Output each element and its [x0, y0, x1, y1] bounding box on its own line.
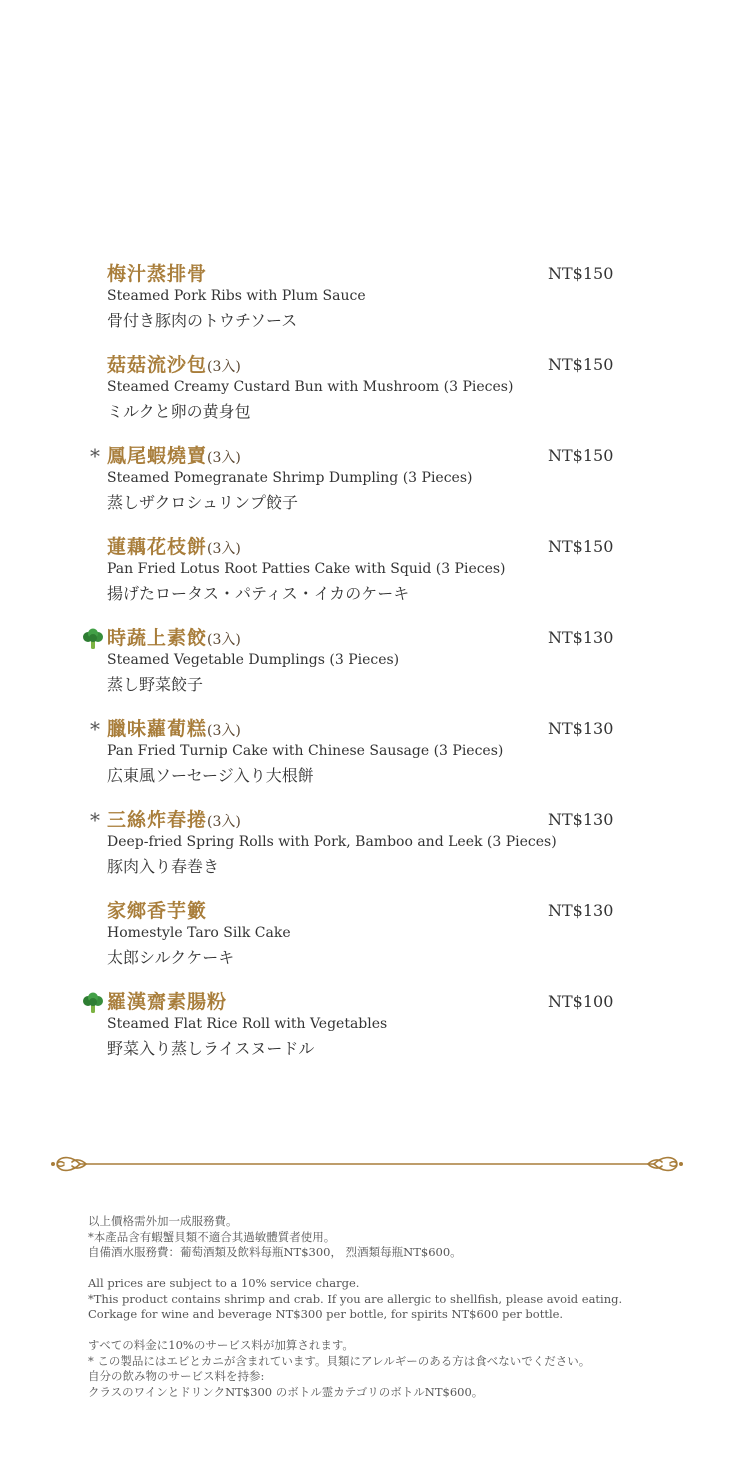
dish-price: NT$150 — [548, 537, 614, 556]
dish-name-en: Deep-fried Spring Rolls with Pork, Bamboo and Leek (3 Pieces) — [107, 834, 557, 850]
note-jp-service-charge: すべての料金に10%のサービス料が加算されます。 — [88, 1338, 354, 1352]
menu-item — [0, 806, 730, 896]
dish-name-jp: 蒸しザクロシュリンプ餃子 — [107, 493, 299, 512]
allergen-mark: * — [90, 717, 100, 741]
ornamental-divider — [50, 1150, 684, 1178]
dish-price: NT$130 — [548, 628, 614, 647]
dish-price: NT$150 — [548, 355, 614, 374]
allergen-mark: * — [90, 444, 100, 468]
dish-name-en: Homestyle Taro Silk Cake — [107, 925, 291, 941]
dish-name-zh: 家鄉香芋籔 — [107, 900, 208, 922]
dish-name-zh: 梅汁蒸排骨 — [107, 263, 208, 285]
dish-name-en: Pan Fried Lotus Root Patties Cake with Squid (3 Pieces) — [107, 561, 506, 577]
dish-name-zh: 臘味蘿蔔糕 — [107, 718, 208, 740]
dish-name-en: Steamed Vegetable Dumplings (3 Pieces) — [107, 652, 400, 668]
dish-name-zh: 時蔬上素餃 — [107, 627, 208, 649]
note-zh-service-charge: 以上價格需外加一成服務費。 — [88, 1214, 238, 1228]
note-en-allergen: *This product contains shrimp and crab. If you are allergic to shellfish, please avoid eating. — [88, 1291, 623, 1306]
dish-quantity: (3入) — [207, 541, 241, 557]
dish-quantity: (3入) — [207, 359, 241, 375]
dish-price: NT$150 — [548, 446, 614, 465]
dish-name-en: Steamed Pomegranate Shrimp Dumpling (3 Pieces) — [107, 470, 473, 486]
menu-item — [0, 715, 730, 805]
dish-quantity: (3入) — [207, 723, 241, 739]
dish-name-en: Steamed Flat Rice Roll with Vegetables — [107, 1016, 388, 1032]
dish-quantity: (3入) — [207, 632, 241, 648]
note-jp-corkage: クラスのワインとドリンクNT$300 のボトル霊カテゴリのボトルNT$600。 — [88, 1384, 484, 1399]
dish-name-zh: 蓮藕花枝餅 — [107, 536, 208, 558]
dish-price: NT$150 — [548, 264, 614, 283]
note-en-service-charge: All prices are subject to a 10% service charge. — [88, 1276, 360, 1290]
dish-price: NT$130 — [548, 901, 614, 920]
dish-name-jp: 骨付き豚肉のトウチソース — [107, 311, 298, 330]
dish-quantity: (3入) — [207, 814, 241, 830]
note-zh-allergen: *本產品含有蝦蟹貝類不適合其過敏體質者使用。 — [88, 1229, 336, 1244]
dish-name-jp: 豚肉入り春巻き — [107, 857, 220, 876]
dish-name-zh: 鳳尾蝦燒賣 — [107, 445, 208, 467]
broccoli-icon — [82, 992, 104, 1014]
dish-name-zh: 三絲炸春捲 — [107, 809, 208, 831]
footnotes — [88, 1214, 708, 1400]
dish-name-jp: 揚げたロータス・パティス・イカのケーキ — [107, 584, 410, 603]
dish-quantity: (3入) — [207, 450, 241, 466]
menu-item — [0, 988, 730, 1078]
dish-name-jp: 広東風ソーセージ入り大根餅 — [107, 766, 314, 785]
note-jp-corkage-heading: 自分の飲み物のサービス料を持参: — [88, 1369, 265, 1383]
note-en-corkage: Corkage for wine and beverage NT$300 per bottle, for spirits NT$600 per bottle. — [88, 1307, 564, 1321]
dish-name-en: Pan Fried Turnip Cake with Chinese Sausage (3 Pieces) — [107, 743, 504, 759]
dish-name-en: Steamed Pork Ribs with Plum Sauce — [107, 288, 366, 304]
dish-name-jp: 蒸し野菜餃子 — [107, 675, 204, 694]
menu-item — [0, 351, 730, 441]
menu-item — [0, 260, 730, 350]
dish-name-jp: 野菜入り蒸しライスヌードル — [107, 1039, 315, 1058]
note-jp-allergen: * この製品にはエビとカニが含まれています。貝類にアレルギーのある方は食べないでください。 — [88, 1353, 591, 1368]
dish-name-en: Steamed Creamy Custard Bun with Mushroom (3 Pieces) — [107, 379, 514, 395]
dish-name-zh: 菇菇流沙包 — [107, 354, 208, 376]
allergen-mark: * — [90, 808, 100, 832]
dish-name-jp: 太郎シルクケーキ — [107, 948, 235, 967]
broccoli-icon — [82, 628, 104, 650]
menu-item — [0, 897, 730, 987]
menu-item — [0, 442, 730, 532]
note-zh-corkage: 自備酒水服務費：葡萄酒類及飲料每瓶NT$300， 烈酒類每瓶NT$600。 — [88, 1245, 462, 1259]
dish-price: NT$100 — [548, 992, 614, 1011]
dish-name-jp: ミルクと卵の黄身包 — [107, 402, 251, 421]
menu-item — [0, 624, 730, 714]
dish-name-zh: 羅漢齋素腸粉 — [107, 991, 228, 1013]
dish-price: NT$130 — [548, 719, 614, 738]
menu-item — [0, 533, 730, 623]
dish-price: NT$130 — [548, 810, 614, 829]
